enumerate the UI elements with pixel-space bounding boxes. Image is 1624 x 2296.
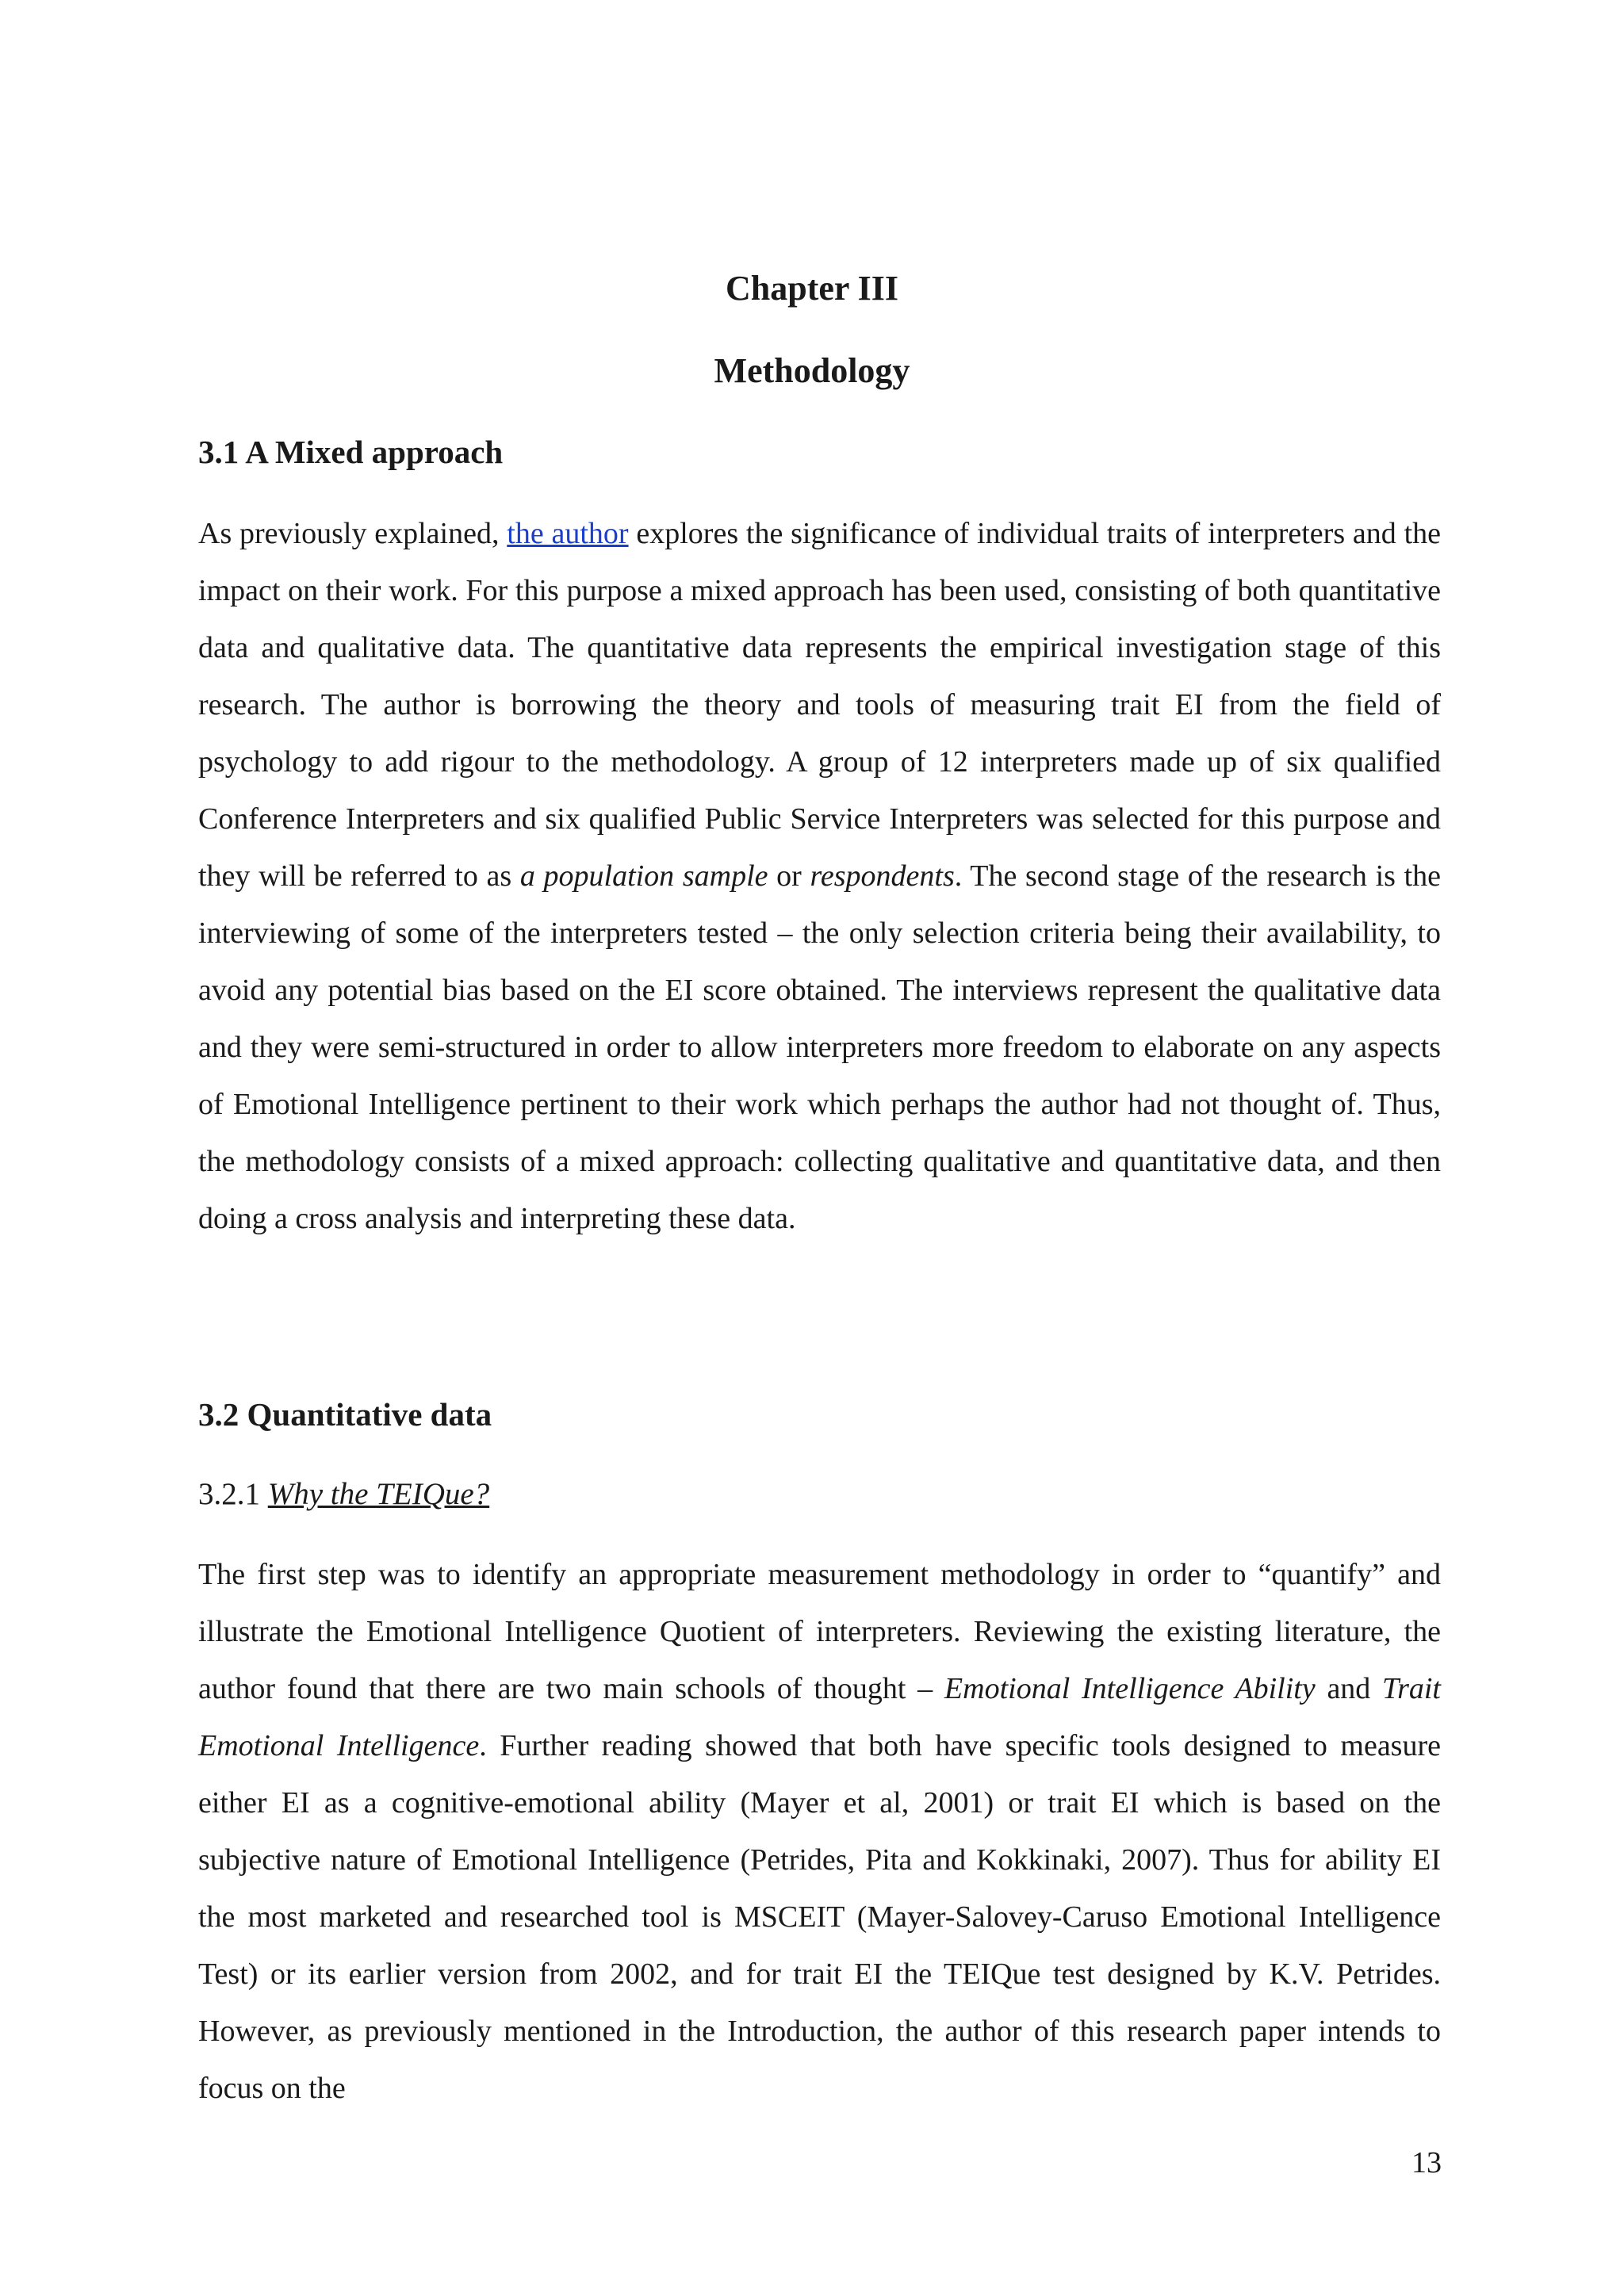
subsection-heading-3-2-1 [198,1476,489,1512]
text-run: . Further reading showed that both have specific tools designed to measure either EI as a cognitive-emotional ability (Mayer et al, 2001) or trait EI which is based on the subjective nature of Emotional Intelligence (Petrides, Pita and Kokkinaki, 2007). Thus for ability EI the most marketed and researched tool is MSCEIT (Mayer-Salovey-Caruso Emotional Intelligence Test) or its earlier version from 2002, and for trait EI the TEIQue test designed by K.V. Petrides. However, as previously mentioned in the Introduction, the author of this research paper intends to focus on the [198,1729,1441,2105]
text-run: The first step was to identify an appropriate measurement methodology in order to “quantify” and illustrate the Emotional Intelligence Quotient of interpreters. Reviewing the existing literature, the author found that there are two main schools of thought – [198,1558,1441,1705]
text-run: . The second stage of the research is the interviewing of some of the interpreters tested – the only selection criteria being their availability, to avoid any potential bias based on the EI score obtained. The interviews represent the qualitative data and they were semi-structured in order to allow interpreters more freedom to elaborate on any aspects of Emotional Intelligence pertinent to their work which perhaps the author had not thought of. Thus, the methodology consists of a mixed approach: collecting qualitative and quantitative data, and then doing a cross analysis and interpreting these data. [198,859,1442,1235]
text-run: As previously explained, [198,517,508,550]
section-heading-3-1: 3.1 A Mixed approach [198,434,504,470]
subsection-number: 3.2.1 [198,1477,268,1511]
section-heading-3-2: 3.2 Quantitative data [198,1396,492,1433]
author-link[interactable]: the author [507,517,629,550]
italic-term: Emotional Intelligence Ability [944,1672,1316,1705]
page-number: 13 [1411,2146,1442,2179]
chapter-title: Methodology [714,351,910,390]
text-run: or [768,859,810,893]
italic-term: Trait Emotional Intelligence [198,1672,1441,1762]
italic-term: a population sample [519,859,768,893]
text-run: and [1315,1672,1383,1705]
subsection-title: Why the TEIQue? [267,1477,490,1511]
section-3-1-paragraph [198,505,1441,1247]
section-3-2-1-paragraph [198,1546,1441,2117]
italic-term: respondents [810,859,955,893]
text-run: explores the significance of individual traits of interpreters and the impact on their work. For this purpose a mixed approach has been used, consisting of both quantitative data and qualitative data. The quantitative data represents the empirical investigation stage of this research. The author is borrowing the theory and tools of measuring trait EI from the field of psychology to add rigour to the methodology. A group of 12 interpreters made up of six qualified Conference Interpreters and six qualified Public Service Interpreters was selected for this purpose and they will be referred to as [198,517,1441,893]
chapter-number: Chapter III [725,269,898,308]
